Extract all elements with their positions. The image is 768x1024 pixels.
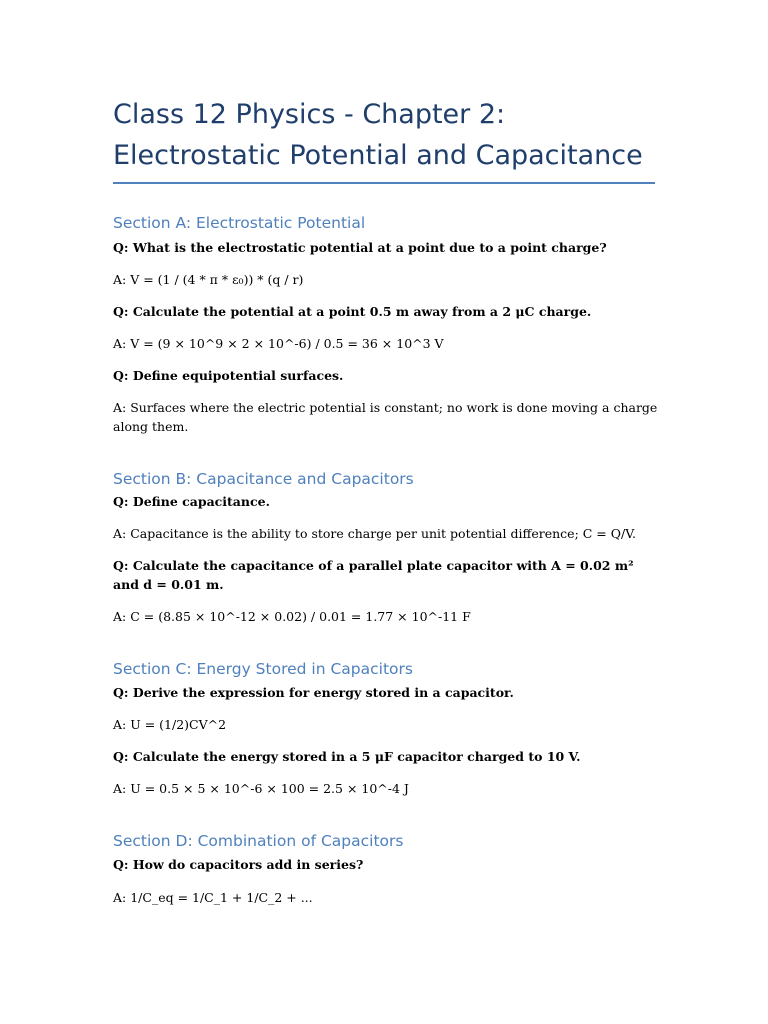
document-title [113,0,658,176]
section-a-question-1: Q: What is the electrostatic potential at a point due to a point charge? [113,240,607,255]
section-a-answer-2: A: V = (9 × 10^9 × 2 × 10^-6) / 0.5 = 36 × 10^3 V [113,336,444,351]
section-d-answer-1: A: 1/C_eq = 1/C_1 + 1/C_2 + ... [113,890,313,905]
section-b-question-1: Q: Define capacitance. [113,494,270,509]
section-c-heading: Section C: Energy Stored in Capacitors [113,660,413,678]
section-a-answer-1: A: V = (1 / (4 * π * ε₀)) * (q / r) [113,272,304,287]
section-a-heading: Section A: Electrostatic Potential [113,214,366,232]
section-b-answer-1: A: Capacitance is the ability to store charge per unit potential difference; C = Q/V. [113,526,637,541]
document-title-line-2: Electrostatic Potential and Capacitance [113,140,643,171]
section-a-question-2: Q: Calculate the potential at a point 0.5 m away from a 2 μC charge. [113,304,592,319]
section-d-question-1: Q: How do capacitors add in series? [113,857,364,872]
section-c-answer-2: A: U = 0.5 × 5 × 10^-6 × 100 = 2.5 × 10^-4 J [113,781,409,796]
section-d-heading: Section D: Combination of Capacitors [113,832,404,850]
document-page [113,0,658,905]
section-c-question-2: Q: Calculate the energy stored in a 5 μF capacitor charged to 10 V. [113,749,581,764]
section-c-question-1: Q: Derive the expression for energy stored in a capacitor. [113,685,514,700]
section-a-answer-3: A: Surfaces where the electric potential is constant; no work is done moving a charge along them. [113,400,658,434]
section-b-question-2: Q: Calculate the capacitance of a parallel plate capacitor with A = 0.02 m² and d = 0.01 m. [113,558,634,592]
section-c-answer-1: A: U = (1/2)CV^2 [113,717,227,732]
title-underline-rule [113,182,655,184]
document-title-line-1: Class 12 Physics - Chapter 2: [113,99,506,130]
section-b-answer-2: A: C = (8.85 × 10^-12 × 0.02) / 0.01 = 1.77 × 10^-11 F [113,609,471,624]
section-a-question-3: Q: Define equipotential surfaces. [113,368,344,383]
section-b-heading: Section B: Capacitance and Capacitors [113,470,414,488]
